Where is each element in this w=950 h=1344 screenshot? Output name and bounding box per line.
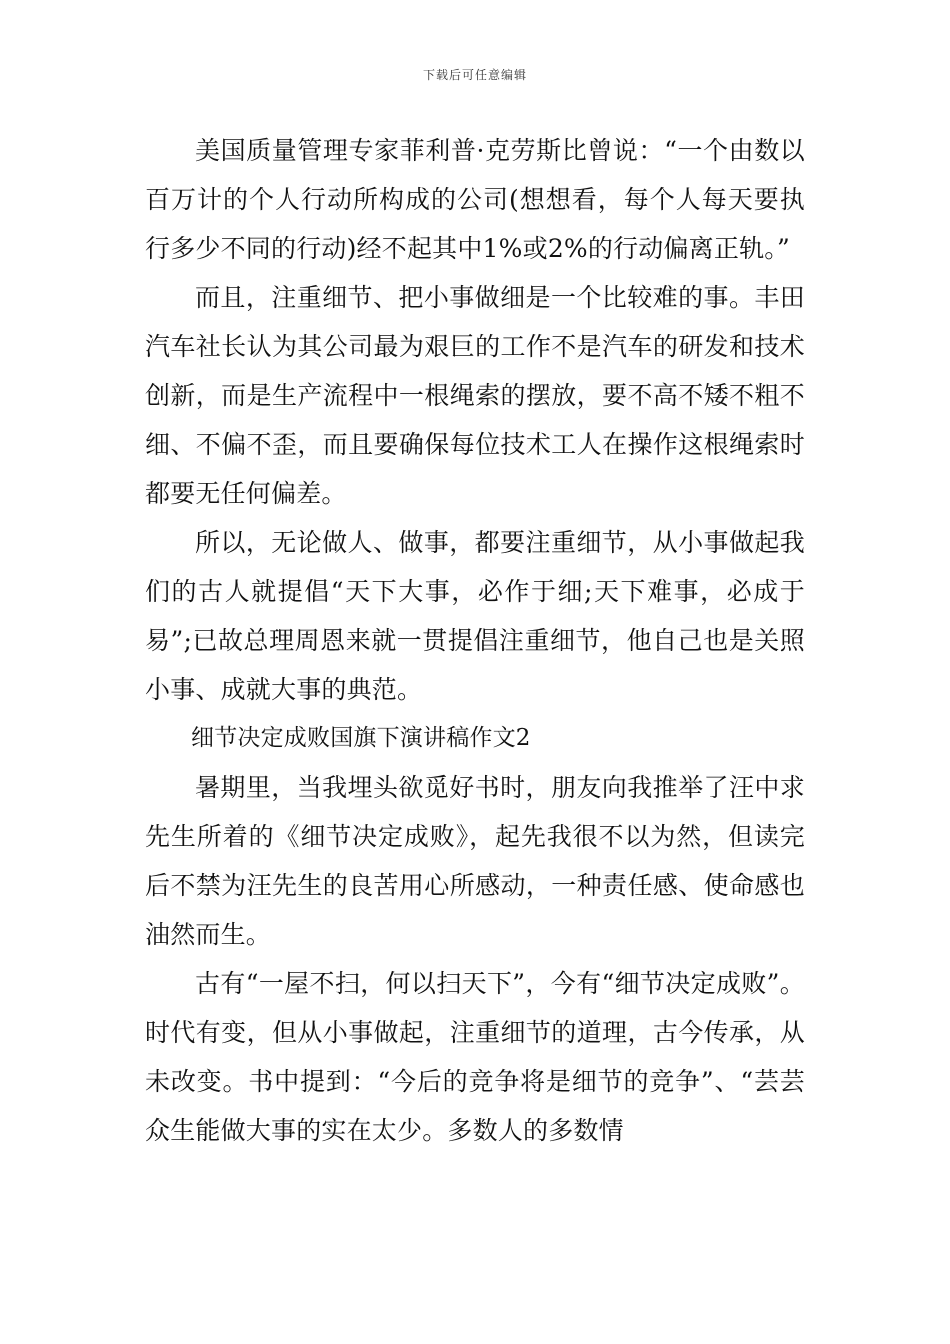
document-body	[145, 126, 805, 1155]
paragraph-quote-crosby: 美国质量管理专家菲利普·克劳斯比曾说：“一个由数以百万计的个人行动所构成的公司(想想看，每个人每天要执行多少不同的行动)经不起其中1%或2%的行动偏离正轨。”	[145, 136, 805, 263]
page-header: 下载后可任意编辑	[422, 68, 527, 82]
paragraph-ancient-saying: 古有“一屋不扫，何以扫天下”，今有“细节决定成败”。时代有变，但从小事做起，注重细节的道理，古今传承，从未改变。书中提到：“今后的竞争将是细节的竞争”、“芸芸众生能做大事的实在太少。多数人的多数情	[145, 969, 805, 1145]
paragraph-conclusion: 所以，无论做人、做事，都要注重细节，从小事做起我们的古人就提倡“天下大事，必作于细;天下难事，必成于易”;已故总理周恩来就一贯提倡注重细节，他自己也是关照小事、成就大事的典范。	[145, 528, 805, 704]
paragraph-summer-reading: 暑期里，当我埋头欲觅好书时，朋友向我推举了汪中求先生所着的《细节决定成败》，起先我很不以为然，但读完后不禁为汪先生的良苦用心所感动，一种责任感、使命感也油然而生。	[145, 773, 805, 949]
paragraph-toyota: 而且，注重细节、把小事做细是一个比较难的事。丰田汽车社长认为其公司最为艰巨的工作不是汽车的研发和技术创新，而是生产流程中一根绳索的摆放，要不高不矮不粗不细、不偏不歪，而且要确保每位技术工人在操作这根绳索时都要无任何偏差。	[145, 283, 805, 508]
section-heading: 细节决定成败国旗下演讲稿作文2	[191, 725, 531, 751]
